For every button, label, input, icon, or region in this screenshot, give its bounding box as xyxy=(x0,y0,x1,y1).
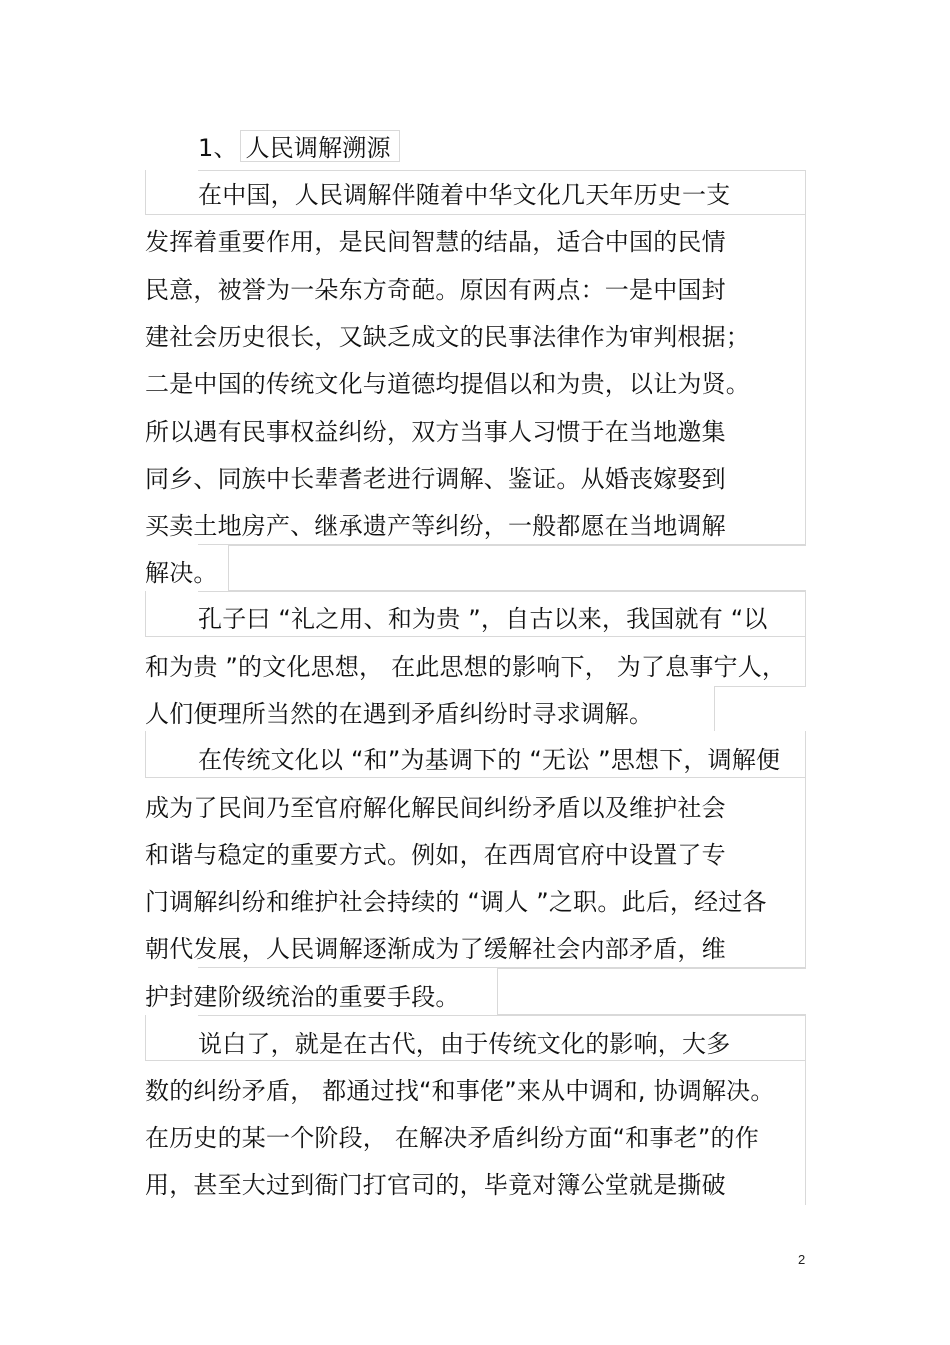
text-line: 二是中国的传统文化与道德均提倡以和为贵，以让为贤。 xyxy=(145,370,750,398)
text-line: 解决。 xyxy=(145,559,218,587)
text-line: 门调解纠纷和维护社会持续的 “调人 ”之职。此后，经过各 xyxy=(145,888,767,916)
text-line: 朝代发展，人民调解逐渐成为了缓解社会内部矛盾，维 xyxy=(145,935,726,963)
text-line: 用，甚至大过到衙门打官司的，毕竟对簿公堂就是撕破 xyxy=(145,1171,726,1199)
text-line: 和为贵 ”的文化思想， 在此思想的影响下， 为了息事宁人， xyxy=(145,653,787,681)
text-line: 所以遇有民事权益纠纷，双方当事人习惯于在当地邀集 xyxy=(145,418,726,446)
text-line: 发挥着重要作用，是民间智慧的结晶，适合中国的民情 xyxy=(145,228,726,256)
text-line: 在传统文化以 “和”为基调下的 “无讼 ”思想下，调解便 xyxy=(198,746,781,774)
text-line: 成为了民间乃至官府解化解民间纠纷矛盾以及维护社会 xyxy=(145,794,726,822)
text-line: 护封建阶级统治的重要手段。 xyxy=(145,983,460,1011)
paragraph2-end-frame xyxy=(714,686,806,731)
text-line: 民意，被誉为一朵东方奇葩。原因有两点：一是中国封 xyxy=(145,276,726,304)
paragraph3-end-frame xyxy=(497,968,806,1015)
text-line: 和谐与稳定的重要方式。例如，在西周官府中设置了专 xyxy=(145,841,726,869)
text-line: 说白了，就是在古代，由于传统文化的影响，大多 xyxy=(198,1030,731,1058)
section-heading: 1、 人民调解溯源 xyxy=(198,134,391,162)
text-line: 孔子曰 “礼之用、和为贵 ”，自古以来，我国就有 “以 xyxy=(198,605,768,633)
text-line: 建社会历史很长，又缺乏成文的民事法律作为审判根据； xyxy=(145,323,750,351)
text-line: 同乡、同族中长辈耆老进行调解、鉴证。从婚丧嫁娶到 xyxy=(145,465,726,493)
page-number: 2 xyxy=(798,1252,806,1267)
text-line: 买卖土地房产、继承遗产等纠纷，一般都愿在当地调解 xyxy=(145,512,726,540)
text-line: 人们便理所当然的在遇到矛盾纠纷时寻求调解。 xyxy=(145,700,654,728)
text-line: 在历史的某一个阶段， 在解决矛盾纠纷方面“和事老”的作 xyxy=(145,1124,759,1152)
text-line: 数的纠纷矛盾， 都通过找“和事佬”来从中调和, 协调解决。 xyxy=(145,1077,775,1105)
paragraph1-end-frame xyxy=(228,545,806,591)
text-line: 在中国，人民调解伴随着中华文化几天年历史一支 xyxy=(198,181,731,209)
